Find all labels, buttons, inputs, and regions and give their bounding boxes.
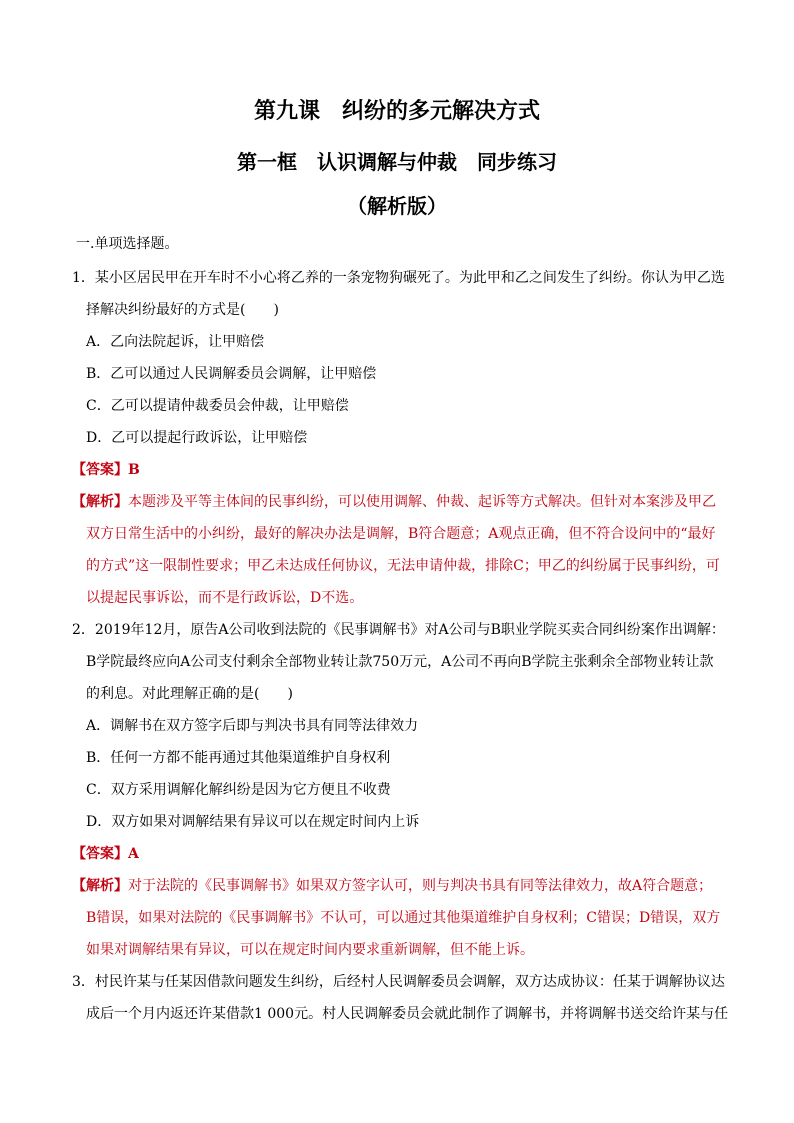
question-1-analysis-line-4: 以提起民事诉讼，而不是行政诉讼，D不选。	[86, 590, 364, 606]
question-2-analysis-line-2: B错误，如果对法院的《民事调解书》不认可，可以通过其他渠道维护自身权利；C错误；D错误，双方	[86, 910, 721, 926]
section-heading: 一.单项选择题。	[76, 236, 179, 252]
question-2-option-b: B．任何一方都不能再通过其他渠道维护自身权利	[86, 750, 391, 766]
analysis-label: 【解析】	[72, 494, 128, 510]
question-1-line-1: 1．某小区居民甲在开车时不小心将乙养的一条宠物狗碾死了。为此甲和乙之间发生了纠纷。你认为甲乙选	[72, 270, 725, 286]
section-title: 第一框 认识调解与仲裁 同步练习	[237, 150, 557, 174]
question-1-option-a: A．乙向法院起诉，让甲赔偿	[86, 334, 265, 350]
answer-label: 【答案】	[72, 462, 128, 478]
question-2-line-2: B学院最终应向A公司支付剩余全部物业转让款750万元，A公司不再向B学院主张剩余全部物业转让款	[86, 654, 714, 670]
question-1-option-c: C．乙可以提请仲裁委员会仲裁，让甲赔偿	[86, 398, 349, 414]
question-2-analysis-line-3: 如果对调解结果有异议，可以在规定时间内要求重新调解，但不能上诉。	[86, 942, 534, 958]
question-2-analysis-line-1	[72, 876, 712, 896]
question-1-analysis-line-2: 双方日常生活中的小纠纷，最好的解决办法是调解，B符合题意；A观点正确，但不符合设问中的“最好	[86, 526, 716, 542]
question-1-analysis-line-3: 的方式”这一限制性要求；甲乙未达成任何协议，无法申请仲裁，排除C；甲乙的纠纷属于民事纠纷，可	[86, 558, 720, 574]
question-1-line-2: 择解决纠纷最好的方式是( )	[86, 302, 279, 318]
question-2-line-3: 的利息。对此理解正确的是( )	[86, 686, 293, 702]
question-1-answer	[72, 460, 140, 480]
answer-value: A	[128, 846, 139, 862]
question-1-option-b: B．乙可以通过人民调解委员会调解，让甲赔偿	[86, 366, 377, 382]
answer-value: B	[128, 462, 140, 478]
question-1-option-d: D．乙可以提起行政诉讼，让甲赔偿	[86, 430, 308, 446]
edition-label: （解析版）	[347, 194, 447, 218]
answer-label: 【答案】	[72, 846, 128, 862]
lesson-title: 第九课 纠纷的多元解决方式	[253, 98, 540, 124]
question-2-option-c: C．双方采用调解化解纠纷是因为它方便且不收费	[86, 782, 391, 798]
analysis-text: 对于法院的《民事调解书》如果双方签字认可，则与判决书具有同等法律效力，故A符合题意；	[128, 878, 713, 894]
analysis-text: 本题涉及平等主体间的民事纠纷，可以使用调解、仲裁、起诉等方式解决。但针对本案涉及甲乙	[128, 494, 716, 510]
question-3-line-1: 3．村民许某与任某因借款问题发生纠纷，后经村人民调解委员会调解，双方达成协议：任某于调解协议达	[72, 974, 725, 990]
question-2-line-1: 2．2019年12月，原告A公司收到法院的《民事调解书》对A公司与B职业学院买卖合同纠纷案作出调解：	[72, 622, 725, 638]
question-3-line-2: 成后一个月内返还许某借款1 000元。村人民调解委员会就此制作了调解书，并将调解书送交给许某与任	[86, 1006, 729, 1022]
question-1-analysis-line-1	[72, 492, 716, 512]
question-2-answer	[72, 844, 139, 864]
question-2-option-d: D．双方如果对调解结果有异议可以在规定时间内上诉	[86, 814, 420, 830]
question-2-option-a: A．调解书在双方签字后即与判决书具有同等法律效力	[86, 718, 419, 734]
analysis-label: 【解析】	[72, 878, 128, 894]
